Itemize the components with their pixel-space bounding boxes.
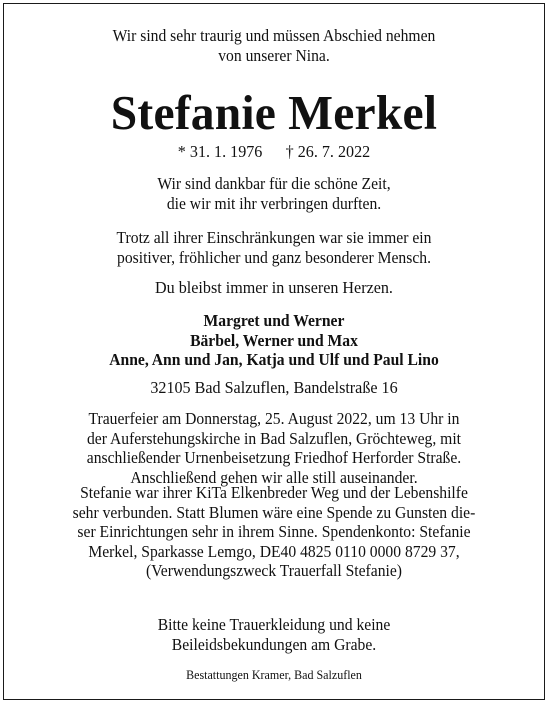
- request-text: [12, 615, 536, 654]
- birth-date: * 31. 1. 1976: [177, 142, 263, 161]
- tribute-text: [12, 228, 536, 267]
- ceremony-line: anschließender Urnenbeisetzung Friedhof Herforder Straße.: [86, 448, 462, 467]
- life-dates: [12, 142, 536, 162]
- donation-line: Merkel, Sparkasse Lemgo, DE40 4825 0110 0000 8729 37,: [88, 541, 460, 561]
- family-names: [12, 311, 536, 370]
- request-line: Bitte keine Trauerkleidung und keine: [157, 615, 391, 634]
- intro-line: Wir sind sehr traurig und müssen Abschied nehmen: [112, 26, 436, 45]
- family-line: Bärbel, Werner und Max: [190, 330, 358, 350]
- thanks-text: [12, 174, 536, 213]
- undertaker-credit: Bestattungen Kramer, Bad Salzuflen: [186, 668, 362, 682]
- donation-line: (Verwendungszweck Trauerfall Stefanie): [145, 561, 402, 580]
- remembrance-text: Du bleibst immer in unseren Herzen.: [155, 278, 393, 297]
- obituary-notice: [3, 3, 545, 700]
- tribute-line: Trotz all ihrer Einschränkungen war sie immer ein: [116, 228, 432, 247]
- donation-line: sehr verbunden. Statt Blumen wäre eine Spende zu Gunsten die-: [72, 502, 476, 522]
- intro-text: [12, 26, 536, 65]
- ceremony-text: [12, 409, 536, 487]
- donation-text: [12, 483, 536, 581]
- death-date: † 26. 7. 2022: [285, 142, 371, 161]
- deceased-name: Stefanie Merkel: [110, 85, 438, 140]
- donation-line: ser Einrichtungen sehr in ihrem Sinne. Spendenkonto: Stefanie: [77, 522, 471, 541]
- family-line: Anne, Ann und Jan, Katja und Ulf und Paul Lino: [109, 350, 439, 369]
- thanks-line: Wir sind dankbar für die schöne Zeit,: [157, 174, 391, 193]
- request-line: Beileidsbekundungen am Grabe.: [171, 634, 377, 654]
- tribute-line: positiver, fröhlicher und ganz besonderer Mensch.: [117, 247, 431, 267]
- family-line: Margret und Werner: [203, 311, 345, 330]
- intro-line: von unserer Nina.: [218, 45, 330, 65]
- ceremony-line: der Auferstehungskirche in Bad Salzuflen, Gröchteweg, mit: [86, 428, 462, 448]
- donation-line: Stefanie war ihrer KiTa Elkenbreder Weg und der Lebenshilfe: [80, 483, 468, 502]
- family-address: 32105 Bad Salzuflen, Bandelstraße 16: [150, 378, 398, 397]
- thanks-line: die wir mit ihr verbringen durften.: [166, 193, 382, 213]
- ceremony-line: Trauerfeier am Donnerstag, 25. August 2022, um 13 Uhr in: [88, 409, 460, 428]
- ceremony-line: Anschließend gehen wir alle still auseinander.: [130, 467, 418, 487]
